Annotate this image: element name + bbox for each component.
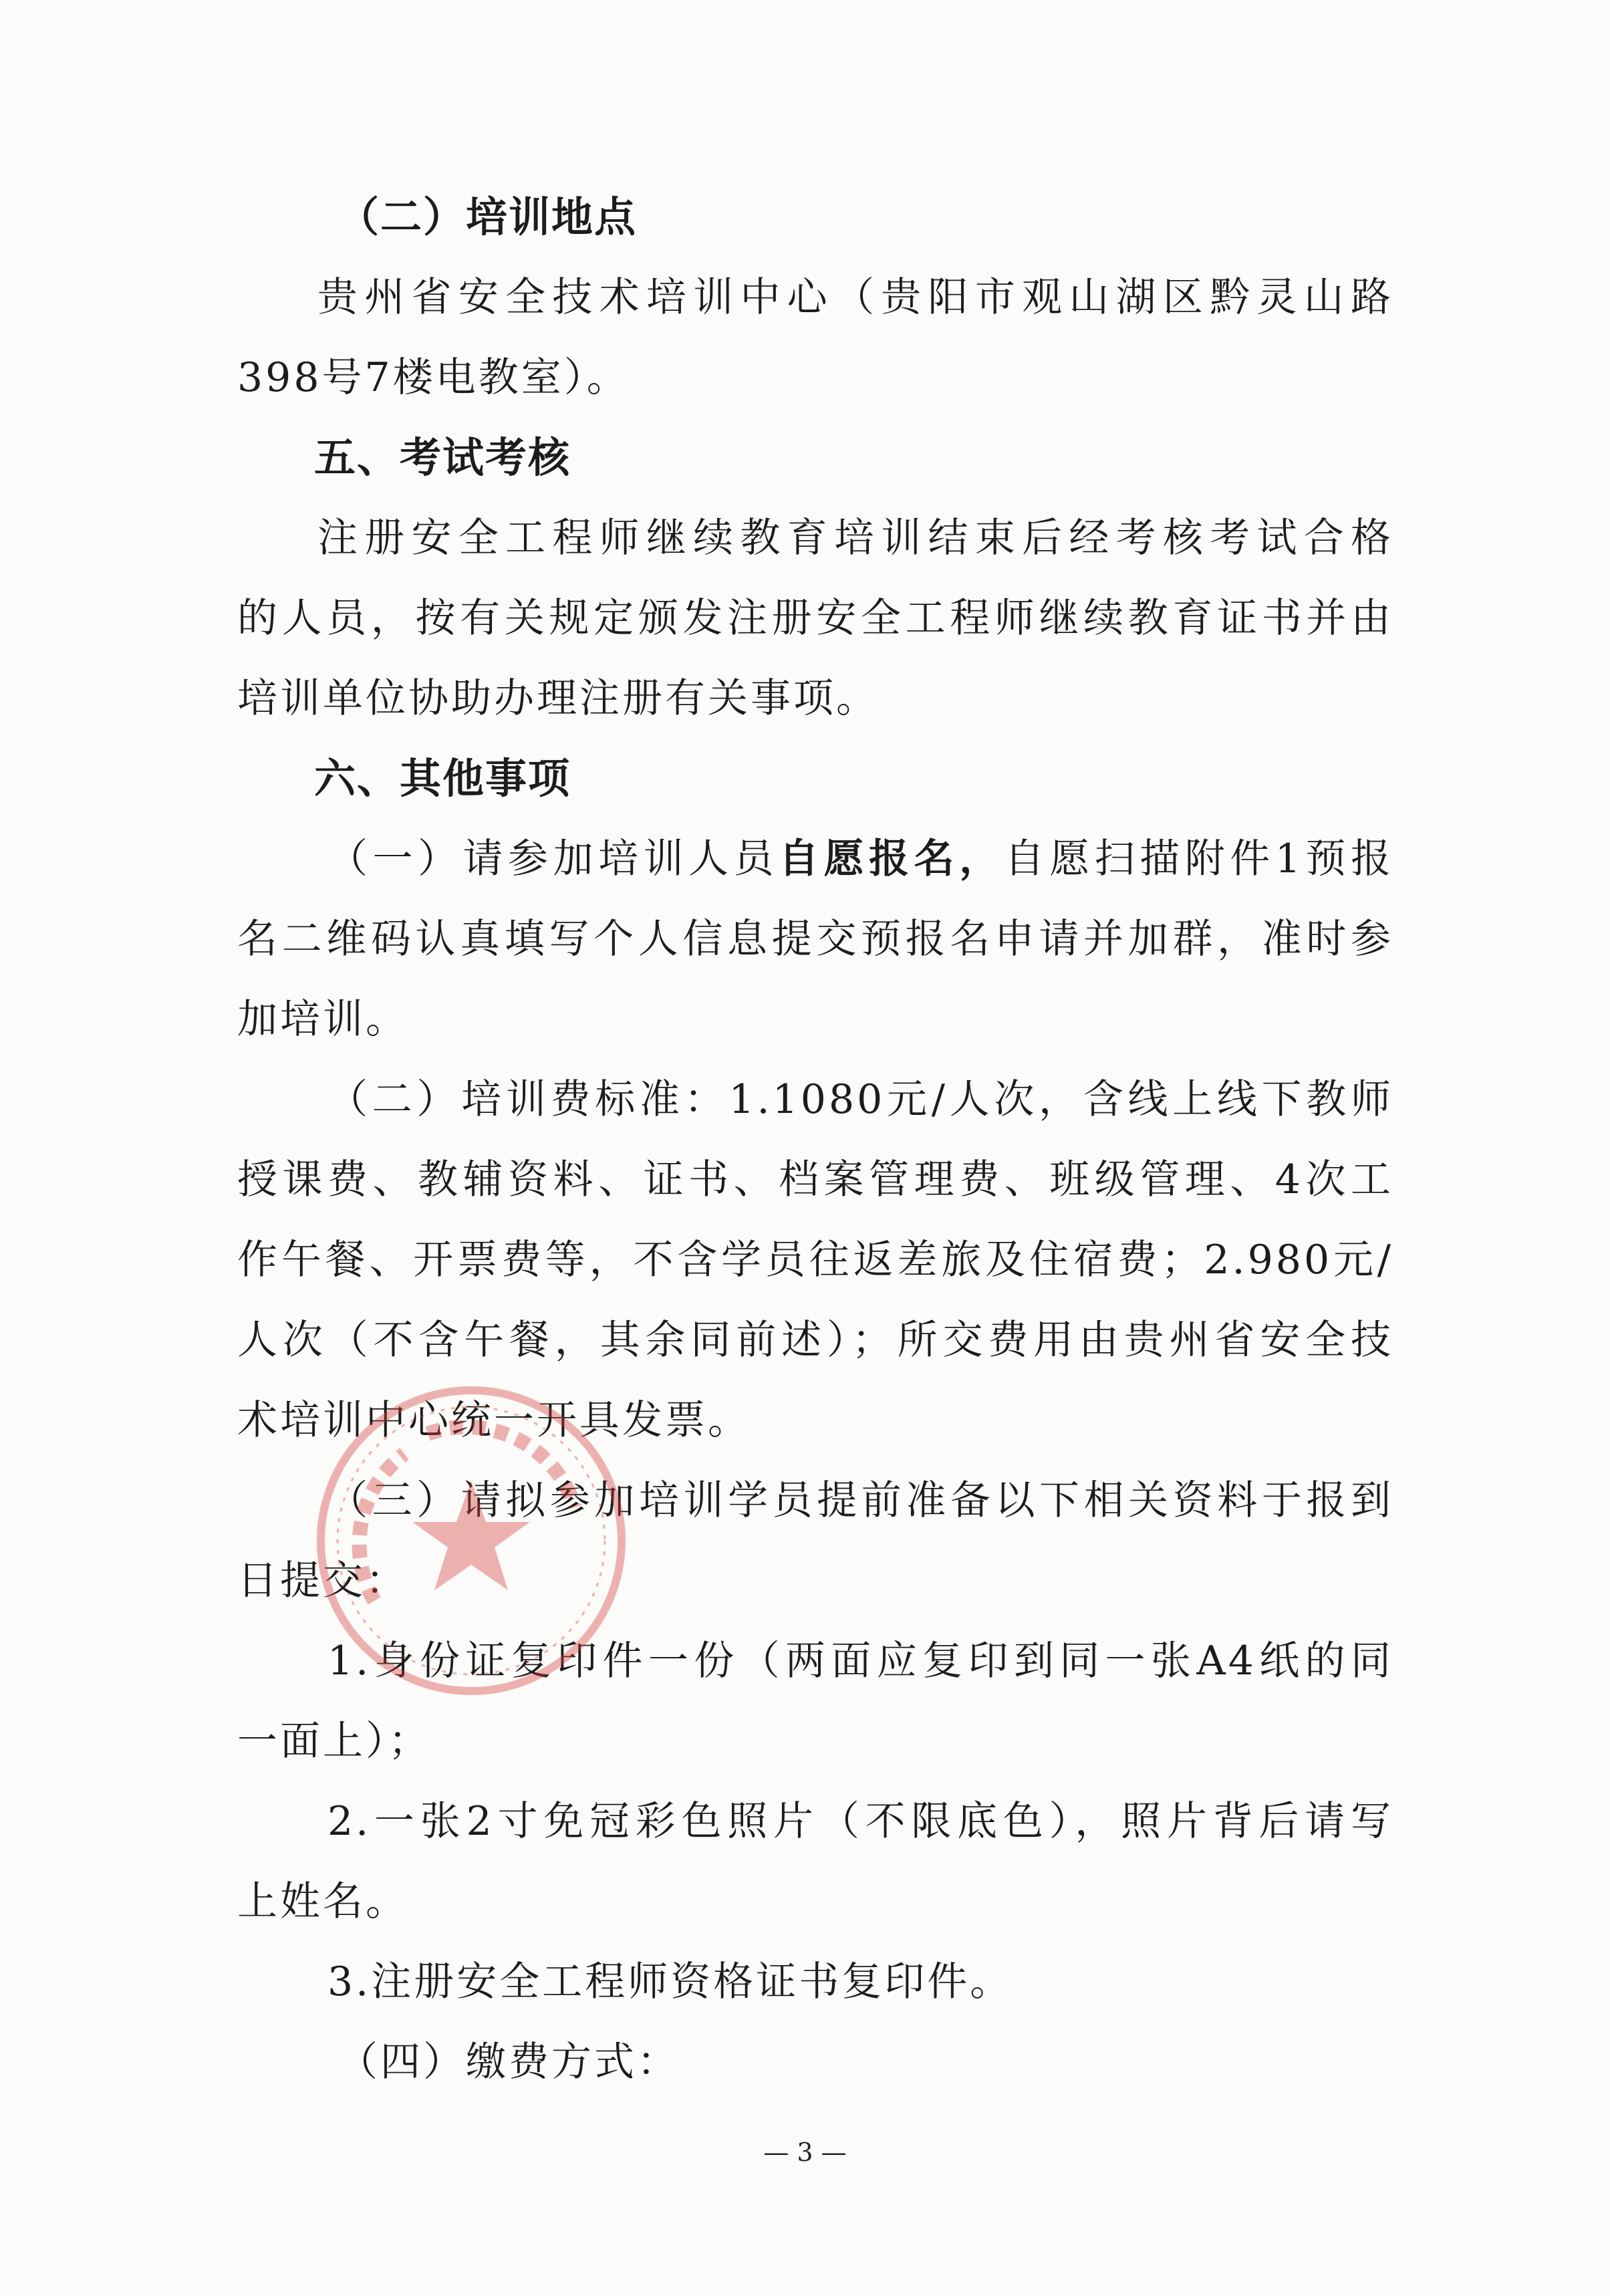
- paragraph-item3-sub2-line-1: 2.一张2寸免冠彩色照片（不限底色），照片背后请写: [327, 1798, 1393, 1845]
- paragraph-exam-line-3: 培训单位协助办理注册有关事项。: [237, 675, 879, 722]
- paragraph-location-line-1: 贵州省安全技术培训中心（贵阳市观山湖区黔灵山路: [317, 274, 1393, 321]
- paragraph-item3-line-2: 日提交：: [237, 1557, 408, 1604]
- paragraph-item2-line-1: （二）培训费标准：1.1080元/人次，含线上线下教师: [327, 1076, 1393, 1123]
- paragraph-item3-line-1: （三）请拟参加培训学员提前准备以下相关资料于报到: [327, 1477, 1393, 1524]
- paragraph-item1-line-1: [327, 832, 1393, 886]
- item1-prefix: （一）请参加培训人员: [327, 836, 779, 882]
- heading-training-location: （二）培训地点: [338, 193, 638, 241]
- item1-suffix: 自愿扫描附件1预报: [1004, 836, 1394, 882]
- paragraph-item2-line-4: 人次（不含午餐，其余同前述）；所交费用由贵州省安全技: [237, 1317, 1393, 1364]
- paragraph-exam-line-1: 注册安全工程师继续教育培训结束后经考核考试合格: [317, 515, 1393, 561]
- paragraph-location-line-2: 398号7楼电教室）。: [237, 354, 630, 401]
- paragraph-item3-sub1-line-1: 1.身份证复印件一份（两面应复印到同一张A4纸的同: [327, 1638, 1393, 1684]
- paragraph-item1-line-2: 名二维码认真填写个人信息提交预报名申请并加群，准时参: [237, 916, 1393, 963]
- page-number: — 3 —: [763, 2138, 847, 2167]
- paragraph-exam-line-2: 的人员，按有关规定颁发注册安全工程师继续教育证书并由: [237, 595, 1393, 642]
- paragraph-item4: （四）缴费方式：: [338, 2039, 680, 2085]
- item1-bold-text: 自愿报名，: [779, 836, 1004, 882]
- paragraph-item2-line-5: 术培训中心统一开具发票。: [237, 1397, 751, 1444]
- paragraph-item2-line-2: 授课费、教辅资料、证书、档案管理费、班级管理、4次工: [237, 1156, 1393, 1203]
- paragraph-item3-sub2-line-2: 上姓名。: [237, 1878, 408, 1925]
- paragraph-item1-line-3: 加培训。: [237, 996, 408, 1043]
- seal-arc-glyphs-top: [428, 1427, 575, 1507]
- paragraph-item2-line-3: 作午餐、开票费等，不含学员往返差旅及住宿费；2.980元/: [237, 1237, 1393, 1283]
- star-icon: [412, 1481, 530, 1590]
- heading-other-matters: 六、其他事项: [314, 754, 571, 803]
- paragraph-item3-sub1-line-2: 一面上）；: [237, 1718, 431, 1765]
- seal-arc-glyphs-left: [360, 1454, 404, 1601]
- paragraph-item3-sub3: 3.注册安全工程师资格证书复印件。: [327, 1958, 1013, 2005]
- heading-exam: 五、考试考核: [314, 433, 571, 482]
- official-seal: [311, 1380, 632, 1701]
